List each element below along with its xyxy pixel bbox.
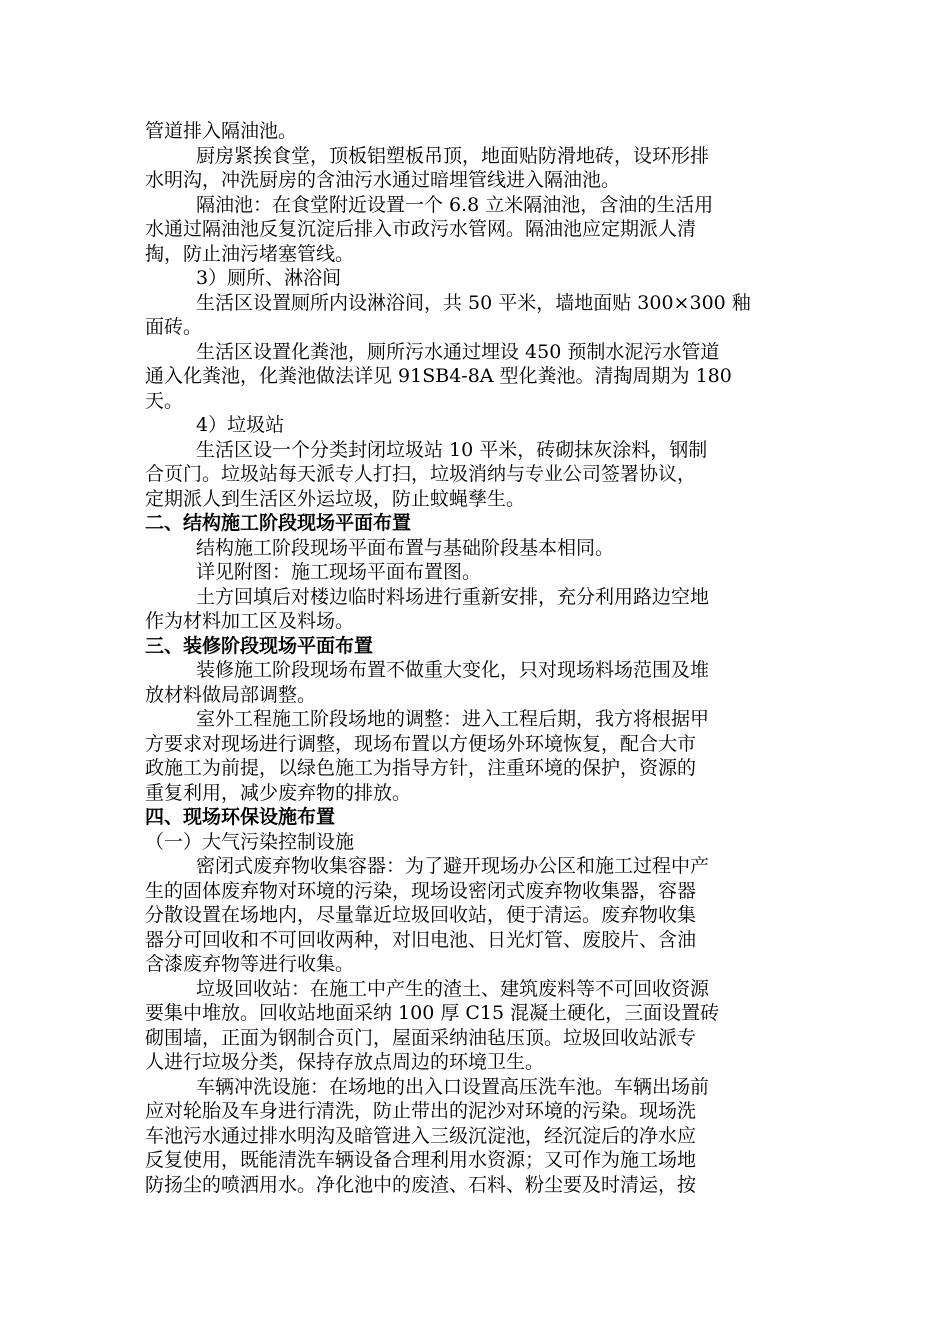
text-line: 详见附图：施工现场平面布置图。: [196, 561, 482, 583]
text-line: 装修施工阶段现场布置不做重大变化，只对现场料场范围及堆: [196, 659, 710, 681]
text-line: 3）厕所、淋浴间: [196, 267, 342, 289]
text-line: 水明沟，冲洗厨房的含油污水通过暗埋管线进入隔油池。: [145, 169, 621, 191]
text-line: 生活区设置厕所内设淋浴间，共 50 平米，墙地面贴 300×300 釉: [196, 291, 751, 314]
text-line: 器分可回收和不可回收两种，对旧电池、日光灯管、废胶片、含油: [145, 928, 697, 951]
text-line: 生活区设置化粪池，厕所污水通过埋设 450 预制水泥污水管道: [196, 340, 720, 363]
text-line: 水通过隔油池反复沉淀后排入市政污水管网。隔油池应定期派人清: [145, 218, 697, 240]
text-line: 生活区设一个分类封闭垃圾站 10 平米，砖砌抹灰涂料，钢制: [196, 438, 708, 461]
text-line: 反复使用，既能清洗车辆设备合理利用水资源；又可作为施工场地: [145, 1149, 697, 1171]
text-line: 人进行垃圾分类，保持存放点周边的环境卫生。: [145, 1051, 545, 1073]
text-line: 土方回填后对楼边临时料场进行重新安排，充分利用路边空地: [196, 585, 710, 608]
text-line: 天。: [145, 389, 184, 412]
section-heading: 二、结构施工阶段现场平面布置: [145, 512, 412, 534]
text-line: 垃圾回收站：在施工中产生的渣土、建筑废料等不可回收资源: [196, 977, 710, 1000]
text-line: 作为材料加工区及料场。: [145, 610, 355, 632]
text-line: 重复利用，减少废弃物的排放。: [145, 781, 412, 804]
text-line: 防扬尘的喷洒用水。净化池中的废渣、石料、粉尘要及时清运，按: [145, 1173, 697, 1196]
text-line: 应对轮胎及车身进行清洗，防止带出的泥沙对环境的污染。现场洗: [145, 1100, 697, 1122]
text-line: 室外工程施工阶段场地的调整：进入工程后期，我方将根据甲: [196, 708, 710, 730]
document-page: [145, 119, 807, 1197]
section-heading: 四、现场环保设施布置: [145, 806, 336, 828]
text-line: 隔油池：在食堂附近设置一个 6.8 立米隔油池，含油的生活用: [196, 193, 714, 216]
text-line: 砌围墙，正面为钢制合页门，屋面采纳油毡压顶。垃圾回收站派专: [145, 1026, 697, 1049]
text-line: （一）大气污染控制设施: [145, 830, 355, 853]
text-line: 要集中堆放。回收站地面采纳 100 厚 C15 混凝土硬化，三面设置砖: [145, 1002, 720, 1024]
text-line: 政施工为前提，以绿色施工为指导方针，注重环境的保护，资源的: [145, 757, 697, 779]
text-line: 生的固体废弃物对环境的污染，现场设密闭式废弃物收集器，容器: [145, 879, 697, 902]
text-line: 放材料做局部调整。: [145, 683, 317, 706]
text-line: 掏，防止油污堵塞管线。: [145, 242, 355, 265]
text-line: 结构施工阶段现场平面布置与基础阶段基本相同。: [196, 536, 615, 559]
text-line: 厨房紧挨食堂，顶板铝塑板吊顶，地面贴防滑地砖，设环形排: [196, 144, 710, 167]
text-line: 车池污水通过排水明沟及暗管进入三级沉淀池，经沉淀后的净水应: [145, 1124, 697, 1147]
text-line: 通入化粪池，化粪池做法详见 91SB4-8A 型化粪池。清掏周期为 180: [145, 365, 732, 387]
text-line: 车辆冲洗设施：在场地的出入口设置高压洗车池。车辆出场前: [196, 1075, 710, 1098]
text-line: 面砖。: [145, 316, 203, 338]
text-line: 定期派人到生活区外运垃圾，防止蚊蝇孳生。: [145, 487, 526, 510]
text-line: 合页门。垃圾站每天派专人打扫，垃圾消纳与专业公司签署协议，: [145, 463, 697, 485]
section-heading: 三、装修阶段现场平面布置: [145, 634, 374, 657]
text-line: 分散设置在场地内，尽量靠近垃圾回收站，便于清运。废弃物收集: [145, 904, 697, 926]
text-line: 方要求对现场进行调整，现场布置以方便场外环境恢复，配合大市: [145, 732, 697, 755]
text-line: 管道排入隔油池。: [145, 120, 298, 142]
text-line: 含漆废弃物等进行收集。: [145, 953, 355, 975]
text-line: 4）垃圾站: [196, 414, 285, 436]
text-line: 密闭式废弃物收集容器：为了避开现场办公区和施工过程中产: [196, 855, 710, 877]
